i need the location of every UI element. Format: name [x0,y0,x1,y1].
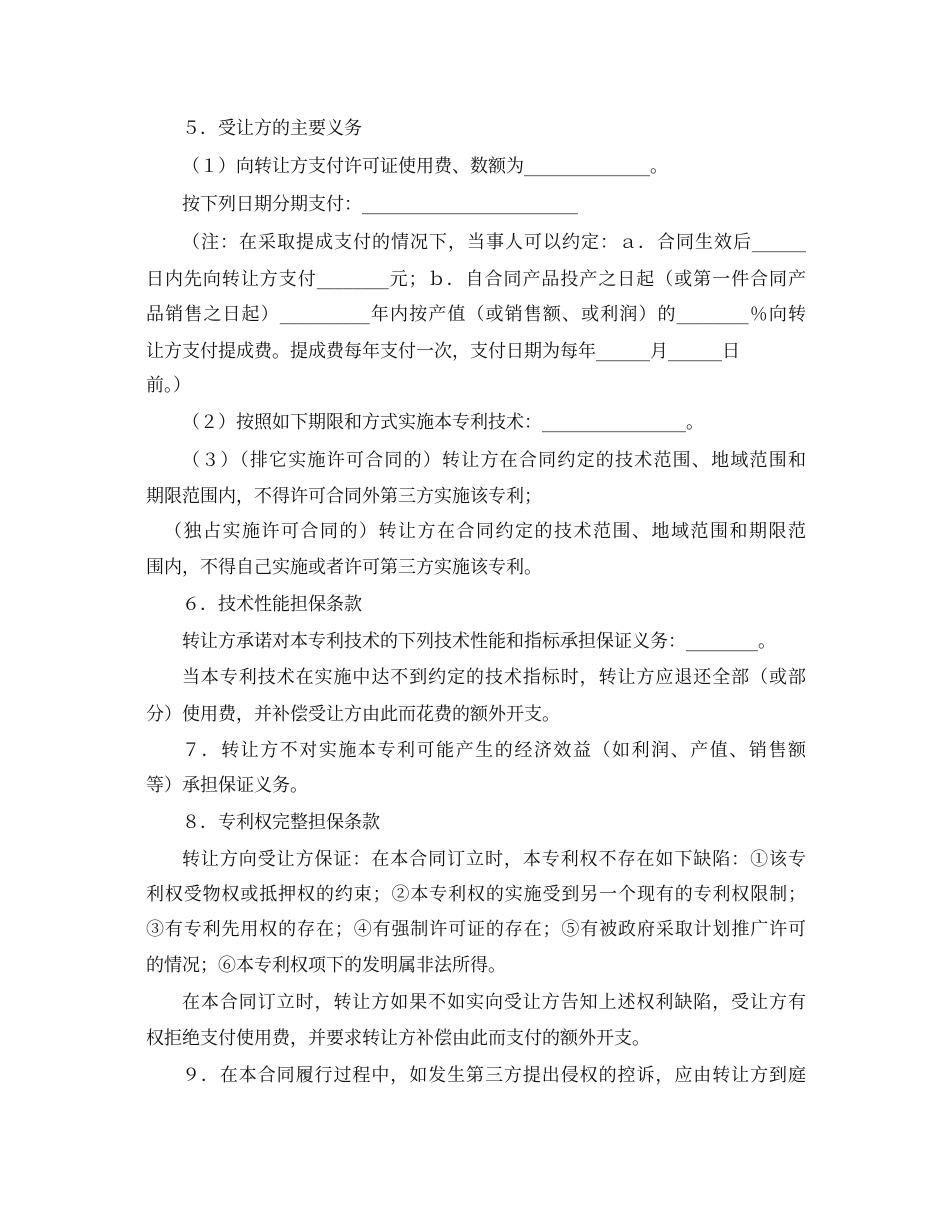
paragraph-line: 围内，不得自己实施或者许可第三方实施该专利。 [146,557,542,578]
paragraph-line: （注：在采取提成支付的情况下，当事人可以约定：ａ．合同生效后______ [182,232,806,253]
paragraph-line: 转让方向受让方保证：在本合同订立时，本专利权不存在如下缺陷：①该专 [182,849,806,870]
section-6-heading: ６．技术性能担保条款 [182,594,362,615]
paragraph-line: ③有专利先用权的存在；④有强制许可证的存在；⑤有被政府采取计划推广许可 [146,919,806,940]
paragraph-line: （１）向转让方支付许可证使用费、数额为______________。 [182,156,668,177]
paragraph-line: 当本专利技术在实施中达不到约定的技术指标时，转让方应退还全部（或部 [182,667,806,688]
paragraph-line: 让方支付提成费。提成费每年支付一次，支付日期为每年______月______日 [146,341,740,362]
paragraph-line: 转让方承诺对本专利技术的下列技术性能和指标承担保证义务：________。 [182,631,776,652]
paragraph-line: （２）按照如下期限和方式实施本专利技术：________________。 [182,412,704,433]
paragraph-line: 前。） [146,375,191,396]
paragraph-line: （３）（排它实施许可合同的）转让方在合同约定的技术范围、地域范围和 [182,450,806,471]
paragraph-line: 等）承担保证义务。 [146,775,308,796]
paragraph-line: 权拒绝支付使用费，并要求转让方补偿由此而支付的额外开支。 [146,1028,650,1049]
paragraph-line: 的情况；⑥本专利权项下的发明属非法所得。 [146,955,506,976]
section-9-text: ９．在本合同履行过程中，如发生第三方提出侵权的控诉，应由转让方到庭 [182,1065,806,1086]
paragraph-line: 品销售之日起）__________年内按产值（或销售额、或利润）的________％向转 [146,304,806,325]
paragraph-line: 按下列日期分期支付：________________________ [182,194,578,215]
section-8-heading: ８．专利权完整担保条款 [182,812,380,833]
paragraph-line: （独占实施许可合同的）转让方在合同约定的技术范围、地域范围和期限范 [164,521,806,542]
paragraph-line: 日内先向转让方支付________元；ｂ．自合同产品投产之日起（或第一件合同产 [146,269,806,290]
section-7-text: ７．转让方不对实施本专利可能产生的经济效益（如利润、产值、销售额 [182,740,806,761]
paragraph-line: 在本合同订立时，转让方如果不如实向受让方告知上述权利缺陷，受让方有 [182,992,806,1013]
section-5-heading: ５．受让方的主要义务 [182,118,362,139]
paragraph-line: 分）使用费，并补偿受让方由此而花费的额外开支。 [146,704,560,725]
paragraph-line: 期限范围内，不得许可合同外第三方实施该专利； [146,486,542,507]
paragraph-line: 利权受物权或抵押权的约束；②本专利权的实施受到另一个现有的专利权限制； [146,884,806,905]
